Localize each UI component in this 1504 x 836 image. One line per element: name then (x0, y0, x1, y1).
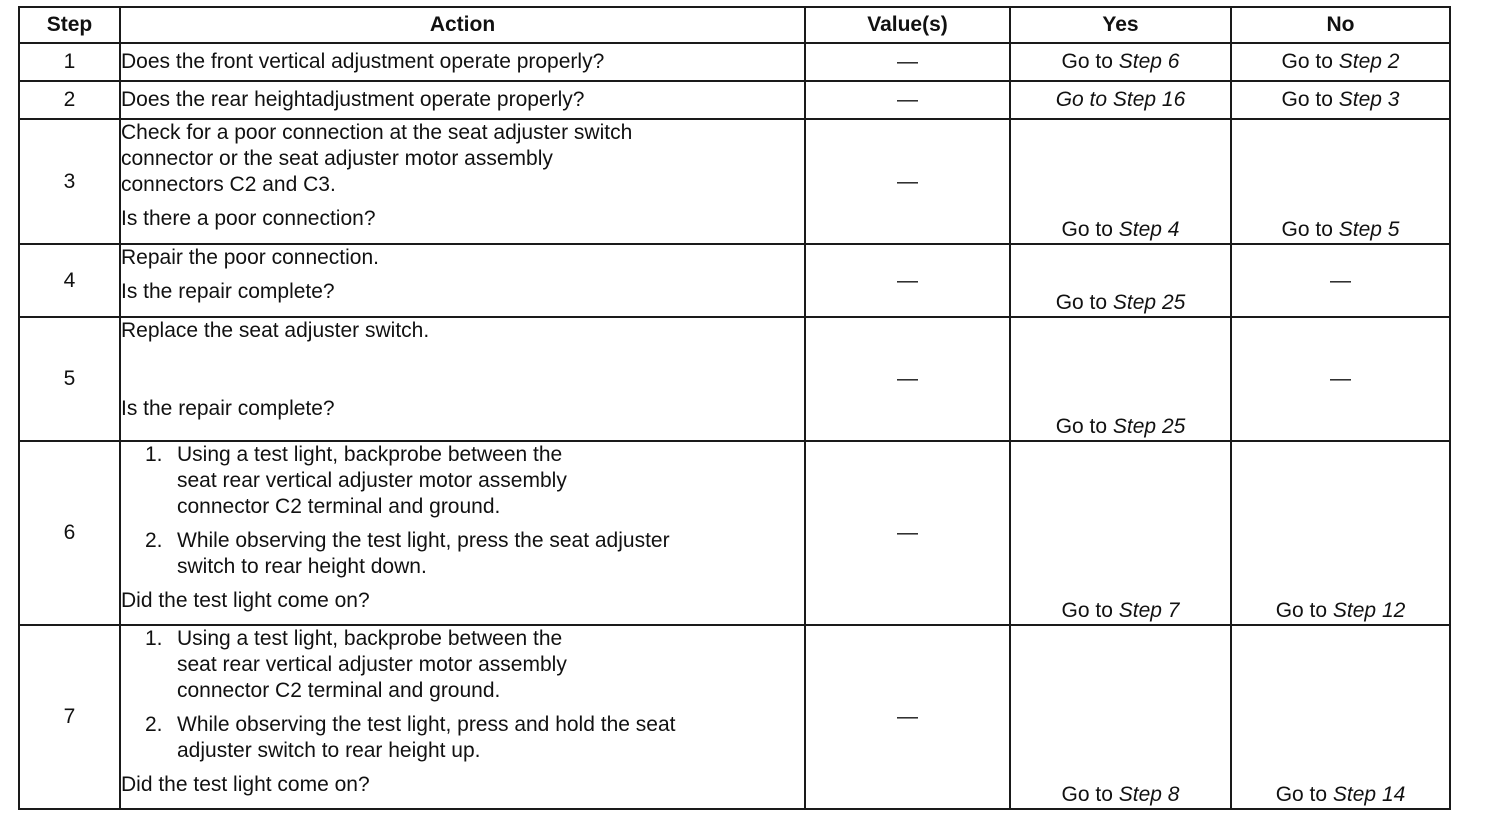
yes-cell (1010, 81, 1231, 119)
yes-cell (1010, 43, 1231, 81)
no-step-link[interactable]: Step 5 (1338, 218, 1400, 241)
step-number: 3 (19, 119, 120, 244)
step-number: 1 (19, 43, 120, 81)
no-cell (1231, 244, 1450, 317)
substep-item (145, 712, 804, 764)
yes-cell (1010, 625, 1231, 809)
value-cell (805, 244, 1010, 317)
table-row-step-6 (19, 441, 1450, 625)
substep-line: While observing the test light, press and hold the seat (177, 713, 676, 736)
action-cell (120, 43, 805, 81)
header-action: Action (120, 7, 805, 43)
go-to-text: Go to (1275, 783, 1328, 806)
step-number: 5 (19, 317, 120, 441)
no-step-link[interactable]: Step 14 (1332, 783, 1406, 806)
table-row-step-4 (19, 244, 1450, 317)
action-question: Does the front vertical adjustment operate properly? (121, 50, 605, 73)
action-cell (120, 317, 805, 441)
substep-list (121, 626, 804, 764)
yes-cell (1010, 244, 1231, 317)
substep-line: connector C2 terminal and ground. (177, 679, 501, 702)
table-row-step-7 (19, 625, 1450, 809)
action-cell (120, 244, 805, 317)
action-cell (120, 441, 805, 625)
step-number: 4 (19, 244, 120, 317)
diagnostic-table (18, 6, 1451, 810)
table-row-step-2 (19, 81, 1450, 119)
go-to-text: Go to (1275, 599, 1328, 622)
no-cell (1231, 441, 1450, 625)
go-to-text: Go to (1061, 783, 1113, 806)
value-cell (805, 441, 1010, 625)
go-to-text: Go to (1055, 415, 1108, 438)
no-cell (1231, 317, 1450, 441)
value-cell (805, 317, 1010, 441)
action-instruction: Replace the seat adjuster switch. (121, 319, 430, 342)
substep-item (145, 626, 804, 704)
action-cell (120, 625, 805, 809)
substep-line: Using a test light, backprobe between the (177, 443, 563, 466)
yes-cell (1010, 317, 1231, 441)
yes-step-link[interactable]: Step 6 (1118, 50, 1180, 73)
value-cell (805, 81, 1010, 119)
substep-line: adjuster switch to rear height up. (177, 739, 481, 762)
no-cell (1231, 625, 1450, 809)
value-cell (805, 119, 1010, 244)
action-instruction-line: connectors C2 and C3. (121, 173, 336, 196)
yes-step-link[interactable]: Step 25 (1112, 291, 1186, 314)
substep-number: 2. (145, 529, 163, 552)
go-to-text: Go to (1281, 50, 1333, 73)
substep-item (145, 528, 804, 580)
table-row-step-3 (19, 119, 1450, 244)
go-to-text: Go to (1055, 291, 1108, 314)
value-dash: — (897, 705, 918, 728)
action-cell (120, 119, 805, 244)
yes-cell (1010, 119, 1231, 244)
no-dash: — (1330, 367, 1351, 390)
action-instruction-line: Check for a poor connection at the seat adjuster switch (121, 121, 633, 144)
substep-line: seat rear vertical adjuster motor assembly (177, 469, 567, 492)
table-row-step-1 (19, 43, 1450, 81)
header-row (19, 7, 1450, 43)
header-step: Step (19, 7, 120, 43)
action-question: Is there a poor connection? (121, 207, 376, 230)
header-yes: Yes (1010, 7, 1231, 43)
yes-cell (1010, 441, 1231, 625)
no-cell (1231, 119, 1450, 244)
go-to-text: Go to (1061, 599, 1113, 622)
substep-list (121, 442, 804, 580)
go-to-text: Go to (1061, 50, 1113, 73)
yes-step-link[interactable]: Step 4 (1118, 218, 1180, 241)
action-question: Is the repair complete? (121, 280, 335, 303)
no-step-link[interactable]: Step 2 (1338, 50, 1400, 73)
table-row-step-5 (19, 317, 1450, 441)
step-number: 7 (19, 625, 120, 809)
substep-number: 2. (145, 713, 163, 736)
substep-line: switch to rear height down. (177, 555, 427, 578)
go-to-text: Go to (1281, 218, 1333, 241)
substep-item (145, 442, 804, 520)
value-dash: — (897, 50, 918, 73)
no-cell (1231, 43, 1450, 81)
action-question: Is the repair complete? (121, 397, 335, 420)
step-number: 6 (19, 441, 120, 625)
value-cell (805, 43, 1010, 81)
substep-line: While observing the test light, press the seat adjuster (177, 529, 670, 552)
yes-step-link[interactable]: Go to Step 16 (1055, 88, 1186, 111)
substep-number: 1. (145, 443, 163, 466)
substep-line: Using a test light, backprobe between the (177, 627, 563, 650)
substep-line: seat rear vertical adjuster motor assembly (177, 653, 567, 676)
substep-line: connector C2 terminal and ground. (177, 495, 501, 518)
yes-step-link[interactable]: Step 8 (1118, 783, 1180, 806)
yes-step-link[interactable]: Step 25 (1112, 415, 1186, 438)
no-step-link[interactable]: Step 3 (1338, 88, 1400, 111)
no-cell (1231, 81, 1450, 119)
yes-step-link[interactable]: Step 7 (1118, 599, 1180, 622)
no-step-link[interactable]: Step 12 (1332, 599, 1406, 622)
action-question: Did the test light come on? (121, 589, 370, 612)
value-cell (805, 625, 1010, 809)
substep-number: 1. (145, 627, 163, 650)
step-number: 2 (19, 81, 120, 119)
value-dash: — (897, 88, 918, 111)
go-to-text: Go to (1281, 88, 1333, 111)
header-no: No (1231, 7, 1450, 43)
go-to-text: Go to (1061, 218, 1113, 241)
action-cell (120, 81, 805, 119)
action-instruction: Repair the poor connection. (121, 246, 379, 269)
value-dash: — (897, 169, 918, 193)
action-question: Did the test light come on? (121, 773, 370, 796)
no-dash: — (1330, 268, 1351, 292)
value-dash: — (897, 367, 918, 390)
header-values: Value(s) (805, 7, 1010, 43)
value-dash: — (897, 521, 918, 544)
action-instruction-line: connector or the seat adjuster motor assembly (121, 147, 553, 170)
action-question: Does the rear heightadjustment operate properly? (121, 88, 585, 111)
value-dash: — (897, 268, 918, 292)
